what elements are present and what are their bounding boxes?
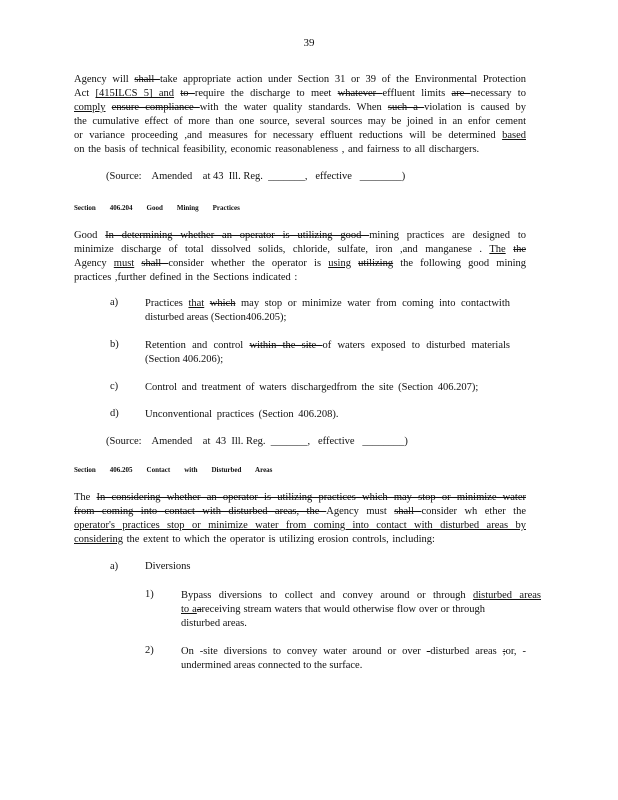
list-item-retention bbox=[145, 339, 510, 367]
text-line: from coming into contact with disturbed areas, the Agency must shall consider wh ether the bbox=[74, 506, 526, 517]
text-line: practices ,further defined in the Sections indicated : bbox=[74, 272, 298, 283]
text-line: or variance proceeding ,and measures for necessary effluent reductions will be determined based bbox=[74, 130, 526, 141]
section-heading-406-204: Section 406.204 Good Mining Practices bbox=[74, 204, 240, 212]
text-line: Bypass diversions to collect and convey around or through disturbed areas bbox=[181, 590, 541, 601]
text-line: the cumulative effect of more than one source, several sources may be joined in an enfor cement bbox=[74, 116, 526, 127]
list-label-c: c) bbox=[110, 381, 119, 392]
list-label-b: b) bbox=[110, 339, 119, 350]
text-line: On -site diversions to convey water around or over -disturbed areas ;or, - bbox=[181, 646, 526, 657]
list-item-control: Control and treatment of waters dischargedfrom the site (Section 406.207); bbox=[145, 382, 479, 393]
source-note: (Source: Amended at 43 Ill. Reg. _______, effective ________) bbox=[106, 171, 406, 182]
list-label-a-diversions: a) bbox=[110, 561, 119, 572]
sub-item-onsite bbox=[181, 645, 526, 673]
sub-label-1: 1) bbox=[145, 589, 154, 600]
list-label-d: d) bbox=[110, 408, 119, 419]
list-item-practices bbox=[145, 297, 510, 325]
source-note: (Source: Amended at 43 Ill. Reg. _______, effective ________) bbox=[106, 436, 408, 447]
text-line: (Section 406.206); bbox=[145, 354, 224, 365]
text-line: Practices that which may stop or minimize water from coming into contactwith bbox=[145, 298, 511, 309]
text-line: Good In determining whether an operator is utilizing good mining practices are designed to bbox=[74, 230, 526, 241]
diversions-heading: Diversions bbox=[145, 561, 191, 572]
paragraph-contact-disturbed bbox=[74, 491, 526, 547]
text-line: The In considering whether an operator is utilizing practices which may stop or minimize water bbox=[74, 492, 527, 503]
list-label-a: a) bbox=[110, 297, 119, 308]
paragraph-agency-action bbox=[74, 73, 526, 157]
text-line: disturbed areas (Section406.205); bbox=[145, 312, 287, 323]
paragraph-good-mining bbox=[74, 229, 526, 285]
text-line: to aareceiving stream waters that would otherwise flow over or through bbox=[181, 604, 485, 615]
sub-item-bypass bbox=[181, 589, 541, 631]
page-number: 39 bbox=[303, 37, 315, 49]
text-line: Agency must shall consider whether the operator is using utilizing the following good mining bbox=[74, 258, 527, 269]
text-line: undermined areas connected to the surface. bbox=[181, 660, 363, 671]
text-line: considering the extent to which the operator is utilizing erosion controls, including: bbox=[74, 534, 435, 545]
text-line: disturbed areas. bbox=[181, 618, 247, 629]
section-heading-406-205: Section 406.205 Contact with Disturbed Areas bbox=[74, 466, 273, 474]
text-line: minimize discharge of total dissolved solids, chloride, sulfate, iron ,and manganese . The the bbox=[74, 244, 527, 255]
text-line: Act [415ILCS 5] and to require the discharge to meet whatever effluent limits are necessary to bbox=[74, 88, 526, 99]
list-item-unconventional: Unconventional practices (Section 406.208). bbox=[145, 409, 339, 420]
text-line: on the basis of technical feasibility, economic reasonableness , and fairness to all dischargers. bbox=[74, 144, 480, 155]
sub-label-2: 2) bbox=[145, 645, 154, 656]
text-line: Agency will shall take appropriate action under Section 31 or 39 of the Environmental Protection bbox=[74, 74, 526, 85]
text-line: comply ensure compliance with the water quality standards. When such a violation is caused by bbox=[74, 102, 527, 113]
text-line: Retention and control within the site of waters exposed to disturbed materials bbox=[145, 340, 511, 351]
text-line: operator's practices stop or minimize water from coming into contact with disturbed areas by bbox=[74, 520, 526, 531]
